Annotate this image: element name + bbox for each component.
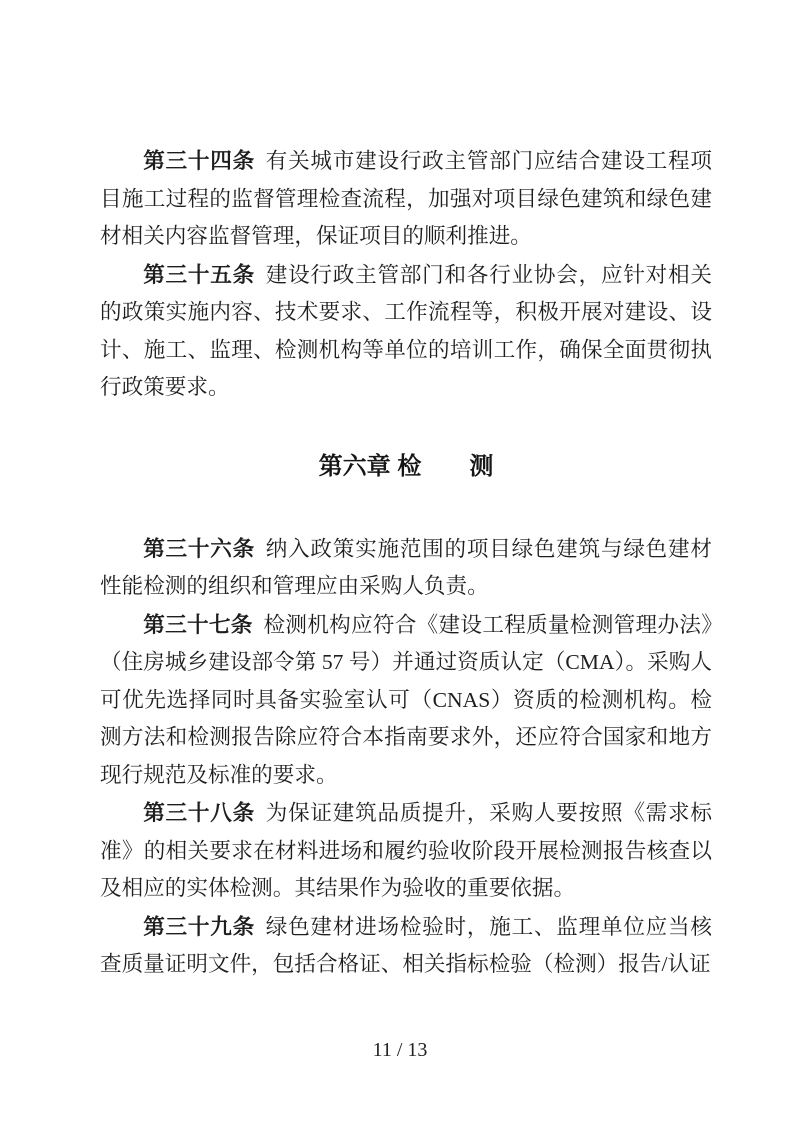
page-number: 11 / 13: [372, 1039, 428, 1061]
chapter-heading: 第六章 检 测: [318, 452, 494, 480]
article-text: 绿色建材进场检验时，施工、监理单位应当核查质量证明文件，包括合格证、相关指标检验（检测）报告/认证: [100, 914, 712, 976]
article-number-label: 第三十九条: [143, 913, 255, 939]
article-number-label: 第三十五条: [143, 261, 255, 287]
document-body: [100, 142, 712, 984]
article-paragraph-39: [100, 908, 712, 984]
article-text: 为保证建筑品质提升，采购人要按照《需求标准》的相关要求在材料进场和履约验收阶段开展检测报告核查以及相应的实体检测。其结果作为验收的重要依据。: [100, 801, 712, 900]
article-number-label: 第三十四条: [143, 148, 255, 173]
article-text: 有关城市建设行政主管部门应结合建设工程项目施工过程的监督管理检查流程，加强对项目绿色建筑和绿色建材相关内容监督管理，保证项目的顺利推进。: [100, 149, 712, 248]
article-paragraph-35: [100, 256, 712, 407]
article-paragraph-37: [100, 606, 712, 795]
article-number-label: 第三十七条: [143, 611, 253, 637]
article-text: 纳入政策实施范围的项目绿色建筑与绿色建材性能检测的组织和管理应由采购人负责。: [100, 536, 712, 598]
article-number-label: 第三十八条: [143, 800, 255, 825]
article-paragraph-34: [100, 142, 712, 256]
article-paragraph-36: [100, 530, 712, 606]
article-number-label: 第三十六条: [143, 535, 255, 561]
article-text: 检测机构应符合《建设工程质量检测管理办法》（住房城乡建设部令第 57 号）并通过资质认定（CMA）。采购人可优先选择同时具备实验室认可（CNAS）资质的检测机构。检测方法和检测报告除应符合本指南要求外，还应符合国家和地方现行规范及标准的要求。: [100, 612, 712, 787]
article-text: 建设行政主管部门和各行业协会，应针对相关的政策实施内容、技术要求、工作流程等，积极开展对建设、设计、施工、监理、检测机构等单位的培训工作，确保全面贯彻执行政策要求。: [100, 262, 712, 399]
article-paragraph-38: [100, 794, 712, 908]
